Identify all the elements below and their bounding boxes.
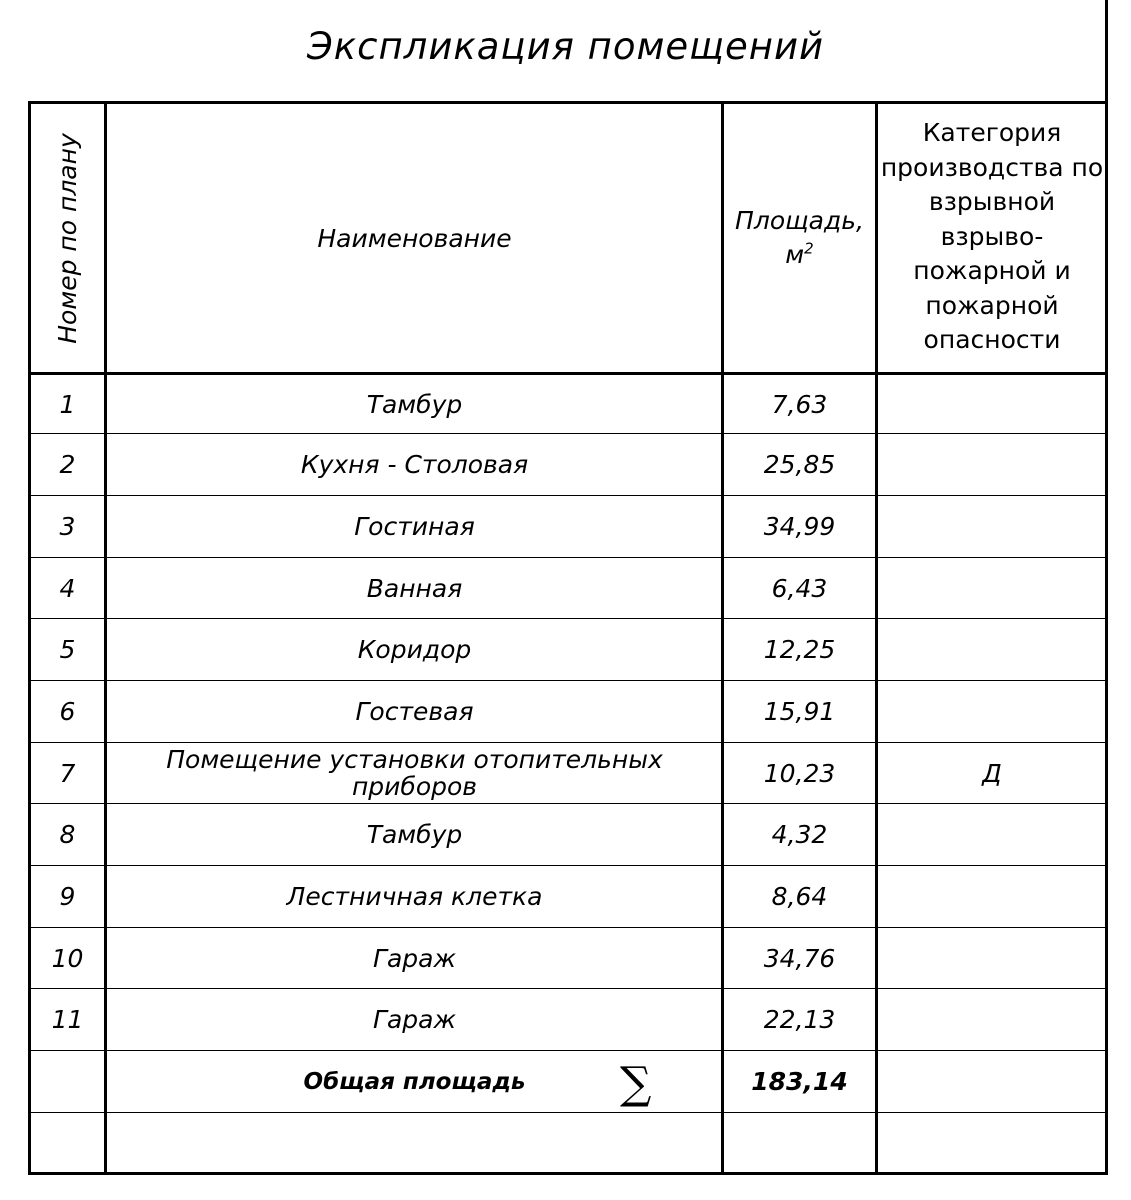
row-area: 10,23 bbox=[763, 758, 836, 788]
row-area: 12,25 bbox=[763, 635, 836, 664]
row-name: Коридор bbox=[357, 635, 472, 664]
row-number: 6 bbox=[59, 697, 76, 726]
row-area: 8,64 bbox=[771, 882, 828, 911]
row-name: Ванная bbox=[366, 573, 463, 603]
row-area: 34,99 bbox=[763, 512, 836, 541]
row-name: Тамбур bbox=[366, 389, 463, 419]
row-name: Помещение установки отопительных приборов bbox=[166, 745, 663, 801]
row-number: 9 bbox=[59, 882, 76, 911]
sum-symbol: ∑ bbox=[620, 1058, 652, 1109]
row-area: 4,32 bbox=[771, 820, 828, 849]
row-area: 34,76 bbox=[763, 943, 836, 973]
row-name: Лестничная клетка bbox=[286, 882, 543, 911]
row-number: 4 bbox=[59, 573, 76, 603]
header-number: Номер по плану bbox=[53, 132, 82, 344]
row-name: Гараж bbox=[373, 943, 456, 973]
header-name: Наименование bbox=[317, 223, 512, 253]
row-area: 7,63 bbox=[771, 389, 828, 419]
row-category bbox=[878, 989, 1106, 1050]
row-number: 5 bbox=[59, 635, 76, 664]
row-category bbox=[878, 375, 1106, 433]
row-name: Кухня - Столовая bbox=[300, 450, 529, 479]
row-category bbox=[878, 496, 1106, 557]
row-category bbox=[878, 619, 1106, 680]
row-number: 2 bbox=[59, 450, 76, 479]
row-number: 3 bbox=[59, 512, 76, 541]
row-category bbox=[878, 866, 1106, 927]
row-category bbox=[878, 804, 1106, 865]
row-name: Гостевая bbox=[355, 697, 474, 726]
row-category bbox=[878, 558, 1106, 618]
header-area: Площадь, $м^2$ bbox=[735, 206, 864, 269]
table-title: Экспликация помещений bbox=[306, 24, 825, 68]
row-area: 15,91 bbox=[763, 697, 836, 726]
row-name: Гостиная bbox=[354, 512, 475, 541]
row-number: 10 bbox=[51, 943, 84, 973]
row-area: 6,43 bbox=[771, 573, 828, 603]
header-category: Категория производства по взрывной взрыво-пожарной и пожарной опасности bbox=[880, 118, 1104, 355]
row-number: 8 bbox=[59, 820, 76, 849]
row-category bbox=[878, 434, 1106, 495]
row-category: Д bbox=[982, 758, 1002, 788]
row-area: 25,85 bbox=[763, 450, 836, 479]
row-area: 22,13 bbox=[763, 1005, 836, 1034]
row-name: Тамбур bbox=[366, 820, 463, 849]
row-category bbox=[878, 681, 1106, 742]
row-number: 1 bbox=[59, 389, 76, 419]
row-name: Гараж bbox=[373, 1005, 456, 1034]
row-category bbox=[878, 928, 1106, 988]
row-number: 7 bbox=[59, 758, 76, 788]
total-label: Общая площадь bbox=[303, 1068, 526, 1095]
row-number: 11 bbox=[51, 1005, 84, 1034]
total-area: 183,14 bbox=[751, 1067, 848, 1096]
